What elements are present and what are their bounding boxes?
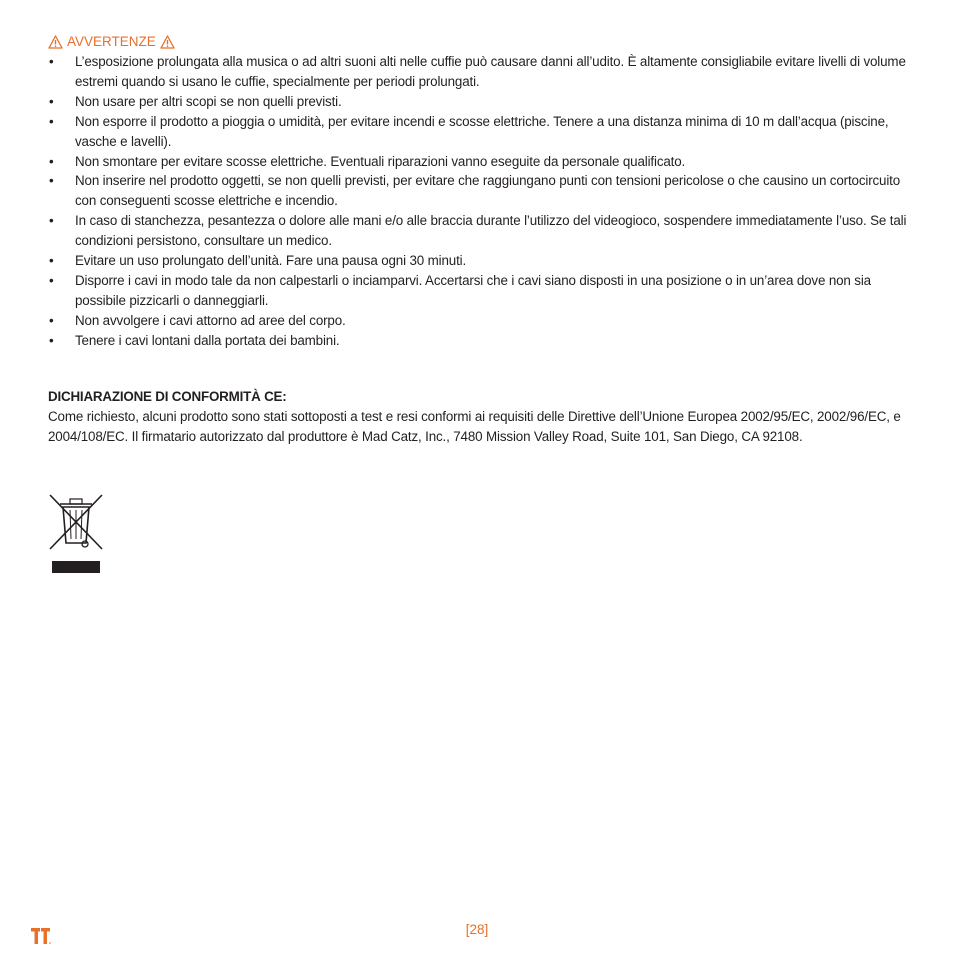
warnings-list [48,52,908,351]
list-item [48,271,908,311]
list-item-text: L’esposizione prolungata alla musica o ad altri suoni alti nelle cuffie può causare danni all’udito. È altamente consigliabile evitare livelli di volume estremi quando si usano le cuffie, specialmente per periodi prolungati. [75,54,906,89]
list-item [48,152,908,172]
list-item [48,211,908,251]
list-item-text: Evitare un uso prolungato dell’unità. Fare una pausa ogni 30 minuti. [75,253,467,269]
list-item-text: Disporre i cavi in modo tale da non calpestarli o inciamparvi. Accertarsi che i cavi siano disposti in una posizione o in un’area dove non sia possibile pizzicarli o danneggiarli. [75,272,871,308]
list-item [48,331,908,351]
warnings-heading [48,32,175,52]
bullet-icon: • [49,54,54,69]
warning-triangle-icon [48,35,63,49]
crossed-out-wheelie-bin-icon [48,493,104,573]
bullet-icon: • [49,312,54,328]
list-item-text: Tenere i cavi lontani dalla portata dei bambini. [75,332,340,348]
list-item-text: Non inserire nel prodotto oggetti, se non quelli previsti, per evitare che raggiungano punti con tensioni pericolose o che causino un cortocircuito con conseguenti scosse elettriche e incendio. [75,173,901,209]
bullet-icon: • [49,93,54,109]
bullet-icon: • [49,213,54,229]
list-item-text: Non smontare per evitare scosse elettriche. Eventuali riparazioni vanno eseguite da personale qualificato. [75,153,686,169]
bullet-icon: • [49,173,54,189]
list-item-text: In caso di stanchezza, pesantezza o dolore alle mani e/o alle braccia durante l’utilizzo del videogioco, sospendere immediatamente l’uso. Se tali condizioni persistono, consultare un medico. [75,213,907,249]
list-item [48,52,908,92]
warnings-heading-text: AVVERTENZE [67,34,156,49]
bullet-icon: • [49,253,54,269]
list-item-text: Non esporre il prodotto a pioggia o umidità, per evitare incendi e scosse elettriche. Tenere a una distanza minima di 10 m dall’acqua (piscine, vasche e lavelli). [75,113,889,149]
list-item-text: Non avvolgere i cavi attorno ad aree del corpo. [75,312,346,328]
ce-conformity-section [48,387,908,447]
list-item [48,311,908,331]
list-item [48,251,908,271]
bullet-icon: • [49,272,54,288]
bullet-icon: • [49,153,54,169]
bullet-icon: • [49,113,54,129]
page-number: [28] [465,922,489,937]
warning-triangle-icon [160,35,175,49]
bullet-icon: • [49,332,54,348]
list-item [48,171,908,211]
list-item-text: Non usare per altri scopi se non quelli previsti. [75,93,342,109]
list-item [48,92,908,112]
ce-conformity-title: DICHIARAZIONE DI CONFORMITÀ CE: [48,389,287,404]
ce-conformity-body: Come richiesto, alcuni prodotto sono stati sottoposti a test e resi conformi ai requisiti delle Direttive dell’Unione Europea 2002/95/EC, 2002/96/EC, e 2004/108/EC. Il firmatario autorizzato dal produttore è Mad Catz, Inc., 7480 Mission Valley Road, Suite 101, San Diego, CA 92108. [48,408,901,444]
list-item [48,112,908,152]
